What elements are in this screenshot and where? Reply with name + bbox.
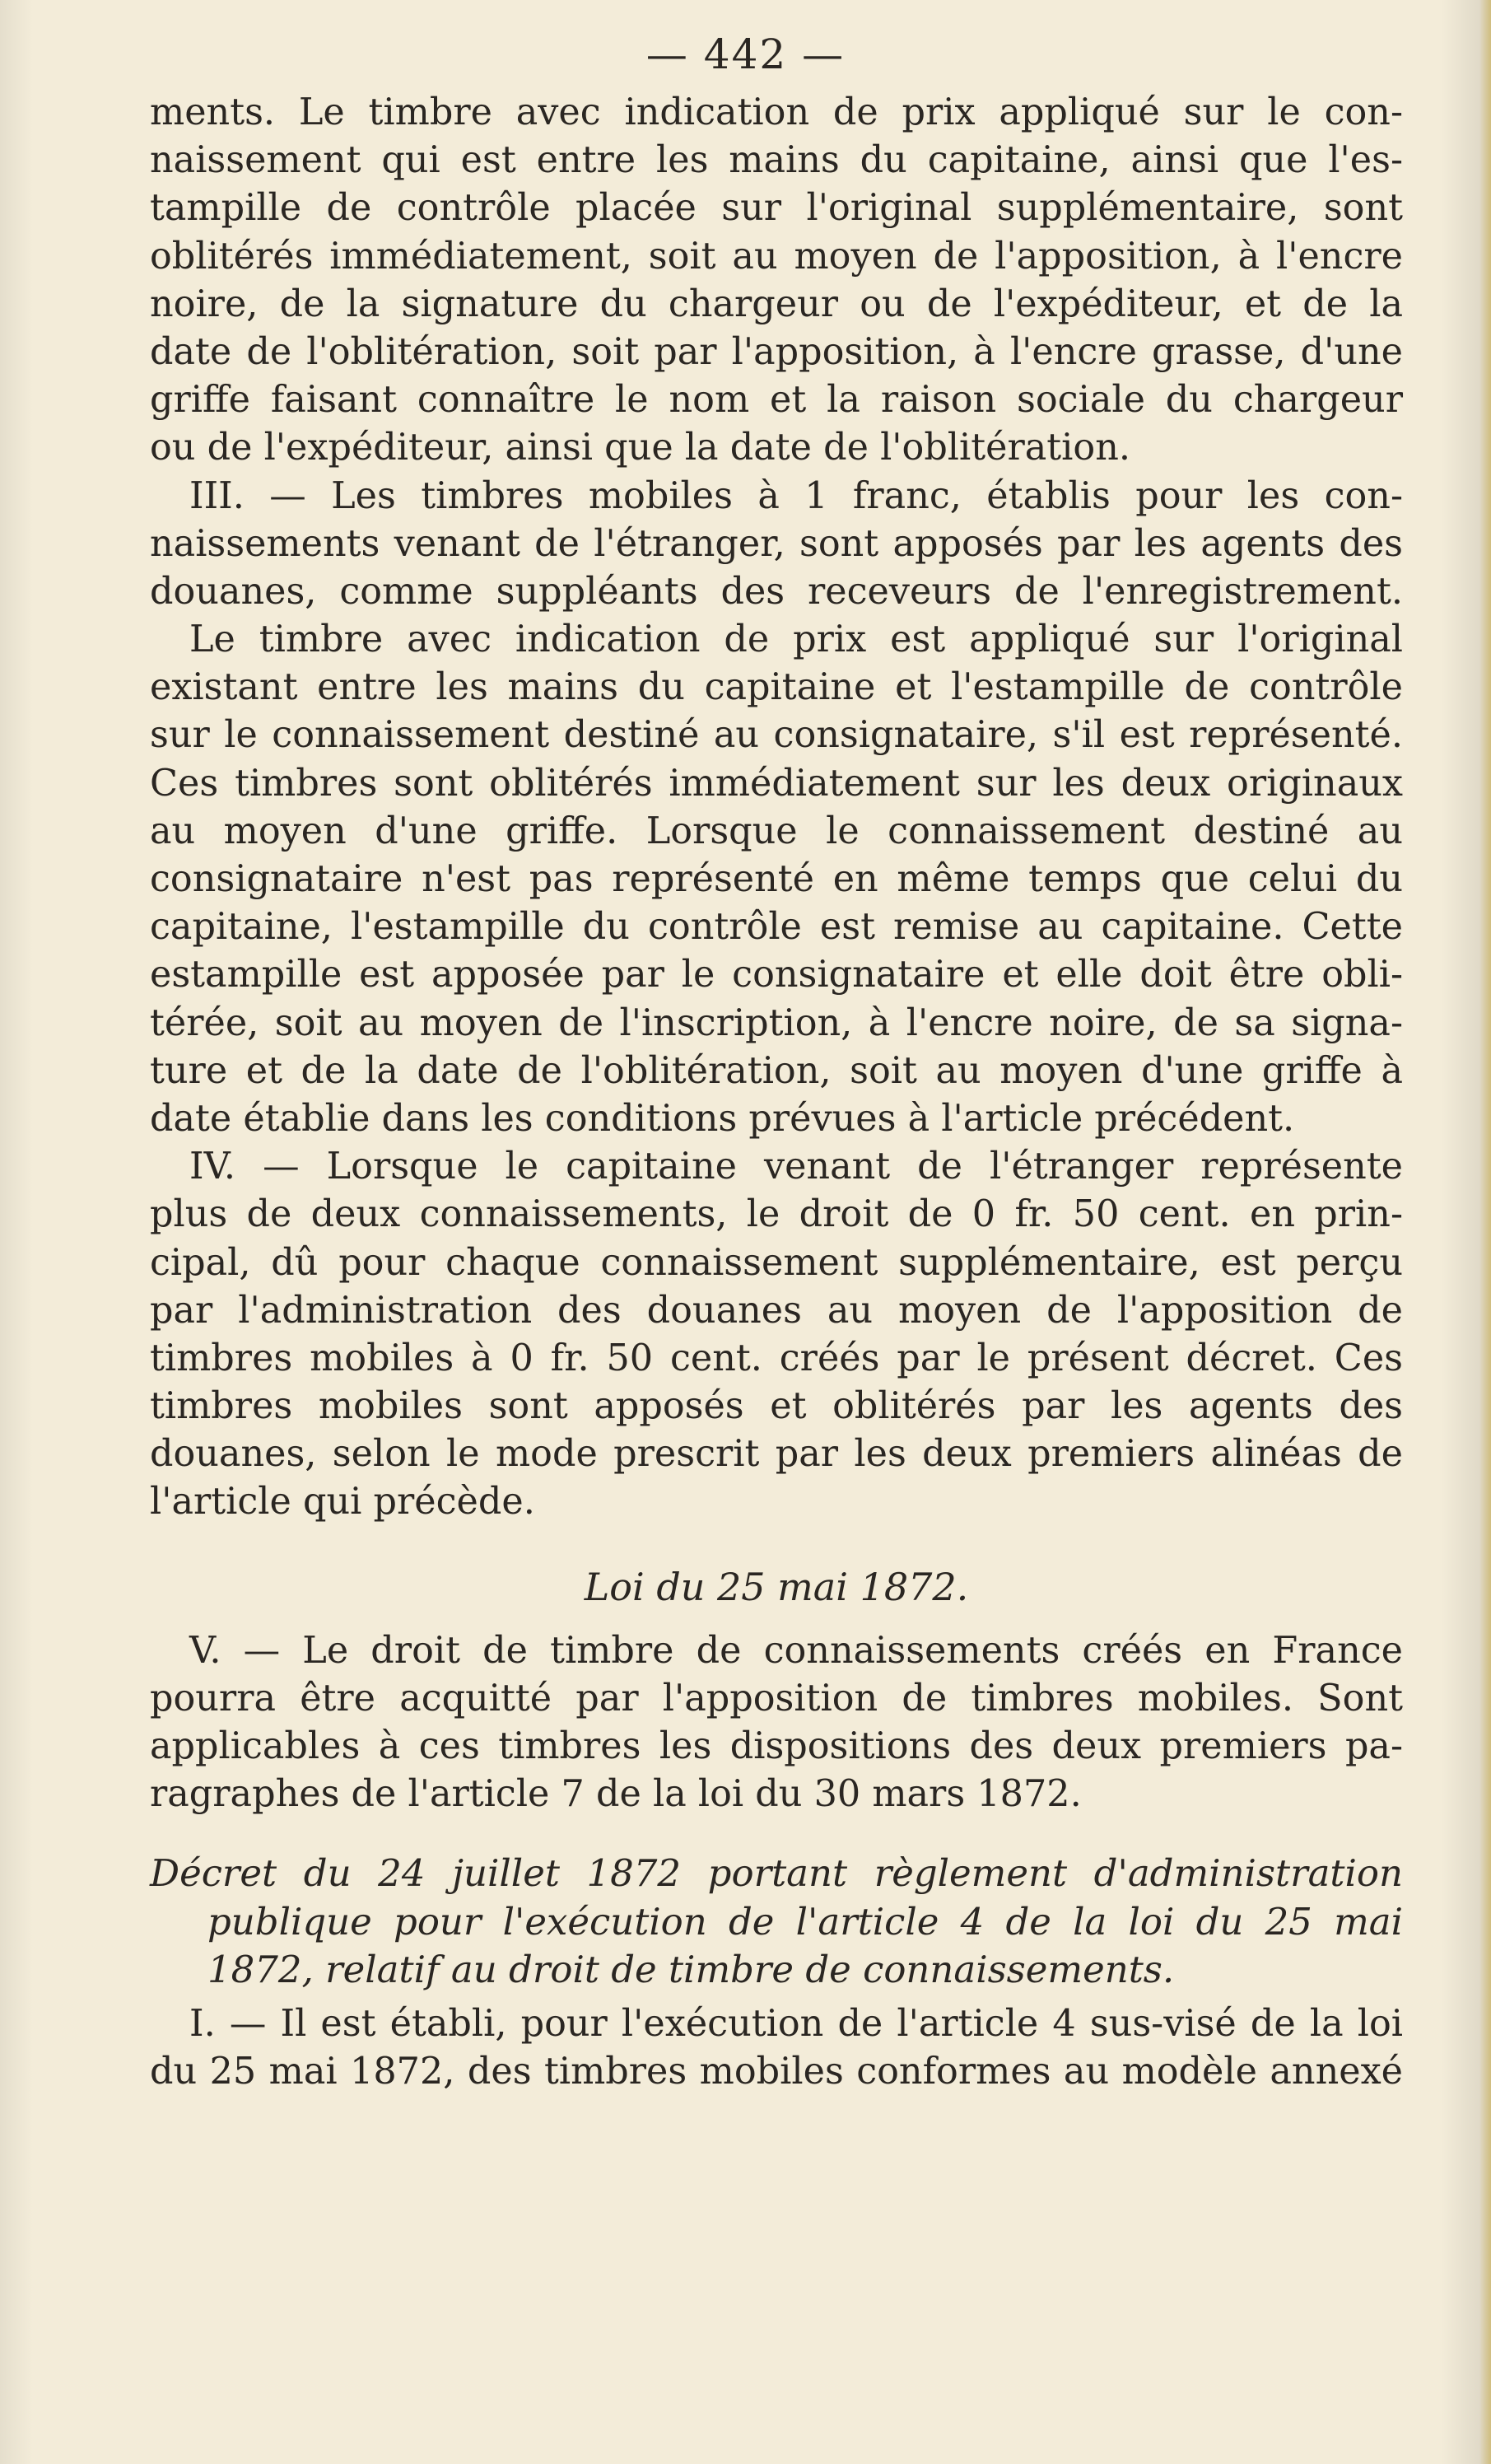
text-line: douanes, selon le mode prescrit par les deux premiers alinéas de: [150, 1433, 1403, 1476]
text-line: térée, soit au moyen de l'inscription, à l'encre noire, de sa signa-: [150, 1001, 1403, 1044]
text-line: timbres mobiles sont apposés et oblitérés par les agents des: [150, 1385, 1403, 1428]
text-line: capitaine, l'estampille du contrôle est remise au capitaine. Cette: [150, 906, 1403, 949]
text-line: Le timbre avec indication de prix est appliqué sur l'original: [189, 618, 1403, 661]
text-line: V. — Le droit de timbre de connaissements créés en France: [189, 1629, 1403, 1672]
text-line: IV. — Lorsque le capitaine venant de l'étranger représente: [189, 1146, 1403, 1188]
text-line: timbres mobiles à 0 fr. 50 cent. créés par le présent décret. Ces: [150, 1337, 1403, 1379]
page-number: — 442 —: [645, 30, 846, 78]
text-line: date de l'oblitération, soit par l'apposition, à l'encre grasse, d'une: [150, 330, 1403, 373]
text-line: cipal, dû pour chaque connaissement supplémentaire, est perçu: [150, 1241, 1403, 1284]
text-line: publique pour l'exécution de l'article 4 de la loi du 25 mai: [207, 1899, 1403, 1944]
text-line: Décret du 24 juillet 1872 portant règlement d'administration: [150, 1851, 1403, 1896]
text-line: au moyen d'une griffe. Lorsque le connaissement destiné au: [150, 810, 1403, 852]
paragraph-continuation: [150, 89, 1403, 473]
text-line: douanes, comme suppléants des receveurs de l'enregistrement.: [150, 570, 1403, 613]
article-v: [150, 1627, 1403, 1819]
text-line: 1872, relatif au droit de timbre de connaissements.: [207, 1947, 1175, 1991]
text-line: date établie dans les conditions prévues à l'article précédent.: [150, 1097, 1295, 1140]
body-text: [150, 89, 1403, 2096]
page-edge-shadow: [1479, 0, 1491, 2464]
text-line: III. — Les timbres mobiles à 1 franc, établis pour les con-: [189, 474, 1403, 517]
text-line: naissement qui est entre les mains du capitaine, ainsi que l'es-: [150, 139, 1403, 182]
text-line: pourra être acquitté par l'apposition de timbres mobiles. Sont: [150, 1677, 1403, 1720]
text-line: tampille de contrôle placée sur l'original supplémentaire, sont: [150, 187, 1403, 230]
section-heading: Loi du 25 mai 1872.: [584, 1564, 969, 1609]
text-line: oblitérés immédiatement, soit au moyen de l'apposition, à l'encre: [150, 235, 1403, 278]
decree-title: [150, 1850, 1403, 1994]
text-line: griffe faisant connaître le nom et la raison sociale du chargeur: [150, 379, 1403, 422]
text-line: par l'administration des douanes au moyen de l'apposition de: [150, 1289, 1403, 1332]
text-line: ragraphes de l'article 7 de la loi du 30 mars 1872.: [150, 1773, 1082, 1816]
text-line: noire, de la signature du chargeur ou de l'expéditeur, et de la: [150, 282, 1403, 325]
text-line: Ces timbres sont oblitérés immédiatement sur les deux originaux: [150, 762, 1403, 805]
text-line: consignataire n'est pas représenté en même temps que celui du: [150, 858, 1403, 900]
article-i: [150, 2000, 1403, 2096]
text-line: sur le connaissement destiné au consignataire, s'il est représenté.: [150, 714, 1403, 757]
text-line: applicables à ces timbres les dispositions des deux premiers pa-: [150, 1725, 1403, 1767]
text-line: plus de deux connaissements, le droit de 0 fr. 50 cent. en prin-: [150, 1193, 1403, 1236]
text-line: du 25 mai 1872, des timbres mobiles conformes au modèle annexé: [150, 2051, 1403, 2093]
text-line: existant entre les mains du capitaine et l'estampille de contrôle: [150, 666, 1403, 709]
article-iii-paragraph-2: [150, 616, 1403, 1143]
text-line: I. — Il est établi, pour l'exécution de l'article 4 sus-visé de la loi: [189, 2002, 1403, 2045]
text-line: estampille est apposée par le consignataire et elle doit être obli-: [150, 954, 1403, 996]
text-line: ture et de la date de l'oblitération, soit au moyen d'une griffe à: [150, 1049, 1403, 1092]
article-iv: [150, 1143, 1403, 1527]
article-iii: [150, 473, 1403, 617]
text-line: ments. Le timbre avec indication de prix appliqué sur le con-: [150, 91, 1403, 133]
text-line: l'article qui précède.: [150, 1481, 535, 1524]
text-line: ou de l'expéditeur, ainsi que la date de l'oblitération.: [150, 427, 1131, 469]
text-line: naissements venant de l'étranger, sont apposés par les agents des: [150, 522, 1403, 565]
